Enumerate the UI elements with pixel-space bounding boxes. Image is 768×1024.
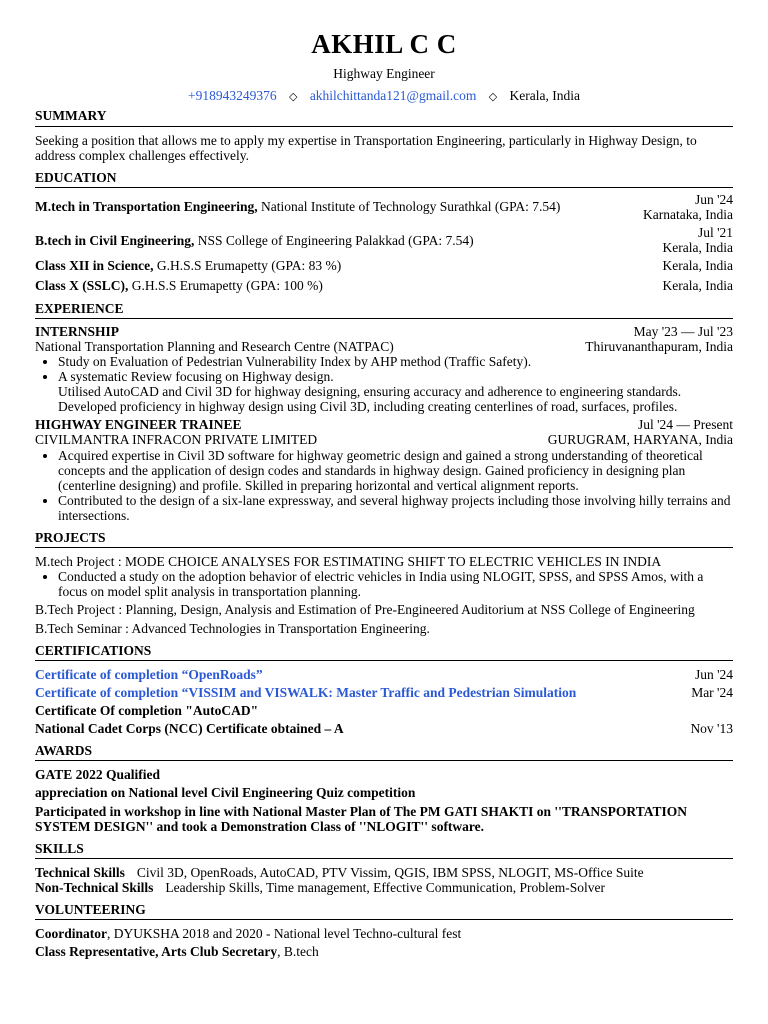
section-title: AWARDS bbox=[35, 743, 733, 761]
education-item bbox=[35, 258, 733, 273]
skill-label: Technical Skills bbox=[35, 864, 125, 880]
bullet-text: Developed proficiency in highway design using Civil 3D, including creating centerlines of road, surfaces, profiles. bbox=[58, 399, 678, 415]
section-title: EXPERIENCE bbox=[35, 301, 733, 319]
edu-place: Karnataka, India bbox=[643, 206, 733, 222]
certifications-section bbox=[35, 643, 733, 737]
certificate-item bbox=[35, 703, 733, 718]
candidate-name: AKHIL C C bbox=[311, 29, 457, 59]
certificate-date: Jun '24 bbox=[694, 666, 733, 682]
list-item: • Conducted a study on the adoption behavior of electric vehicles in India using NLOGIT, SPSS, and SPSS Amos, with a focus on model split analysis in transportation planning. bbox=[58, 569, 733, 599]
diamond-separator-icon: ◇ bbox=[488, 91, 498, 104]
section-title: SKILLS bbox=[35, 841, 733, 859]
list-item bbox=[58, 369, 733, 414]
technical-skills bbox=[35, 865, 733, 880]
section-title: PROJECTS bbox=[35, 530, 733, 548]
skill-list: Leadership Skills, Time management, Effective Communication, Problem-Solver bbox=[165, 880, 605, 896]
section-title: SUMMARY bbox=[35, 108, 733, 126]
job-place: GURUGRAM, HARYANA, India bbox=[547, 432, 733, 448]
job-dates: Jul '24 — Present bbox=[637, 417, 733, 433]
certificate-link[interactable]: Certificate of completion “VISSIM and VISWALK: Master Traffic and Pedestrian Simulation bbox=[35, 684, 577, 700]
contact-line bbox=[35, 88, 733, 103]
award-item: Participated in workshop in line with National Master Plan of The PM GATI SHAKTI on ''TRANSPORTATION SYSTEM DESIGN'' and took a Demonstration Class of ''NLOGIT'' software. bbox=[35, 803, 687, 834]
skill-label: Non-Technical Skills bbox=[35, 880, 154, 896]
school: G.H.S.S Erumapetty (GPA: 100 %) bbox=[128, 278, 323, 294]
degree: Class X (SSLC), bbox=[35, 278, 129, 294]
non-technical-skills bbox=[35, 880, 733, 895]
edu-date: Jul '21 bbox=[697, 225, 733, 241]
skill-list: Civil 3D, OpenRoads, AutoCAD, PTV Vissim, QGIS, IBM SPSS, NLOGIT, MS-Office Suite bbox=[136, 864, 644, 880]
volunteer-desc: , DYUKSHA 2018 and 2020 - National level Techno-cultural fest bbox=[107, 926, 462, 942]
project-seminar: B.Tech Seminar : Advanced Technologies in Transportation Engineering. bbox=[35, 620, 430, 636]
phone-link[interactable]: +918943249376 bbox=[187, 88, 277, 104]
section-title: CERTIFICATIONS bbox=[35, 643, 733, 661]
section-title: EDUCATION bbox=[35, 170, 733, 188]
volunteer-item bbox=[35, 944, 733, 959]
certificate-date: Mar '24 bbox=[691, 684, 733, 700]
job-org: CIVILMANTRA INFRACON PRIVATE LIMITED bbox=[35, 432, 318, 448]
projects-section bbox=[35, 530, 733, 636]
project-bullets bbox=[35, 569, 733, 599]
project-btech: B.Tech Project : Planning, Design, Analysis and Estimation of Pre-Engineered Auditorium at NSS College of Engineering bbox=[35, 602, 695, 618]
candidate-role: Highway Engineer bbox=[333, 66, 435, 81]
job-role: HIGHWAY ENGINEER TRAINEE bbox=[35, 417, 242, 433]
education-section bbox=[35, 170, 733, 294]
education-item bbox=[35, 225, 733, 255]
list-item: • Acquired expertise in Civil 3D software for highway geometric design and gained a strong understanding of theoretical concepts and the application of design codes and standards in highway design. Gained proficiency in designing plan (centerline designing) and profile. Skilled in preparing horizontal and vertical alignment reports. bbox=[58, 448, 733, 493]
section-title: VOLUNTEERING bbox=[35, 902, 733, 920]
school: National Institute of Technology Surathkal (GPA: 7.54) bbox=[257, 199, 561, 215]
degree: Class XII in Science, bbox=[35, 258, 154, 274]
job-org: National Transportation Planning and Research Centre (NATPAC) bbox=[35, 338, 394, 354]
certificate-text: Certificate Of completion "AutoCAD" bbox=[35, 703, 259, 719]
volunteer-item bbox=[35, 926, 733, 941]
resume-page bbox=[35, 0, 733, 959]
certificate-item bbox=[35, 721, 733, 736]
volunteering-section bbox=[35, 902, 733, 959]
bullet-text: Utilised AutoCAD and Civil 3D for highway designing, ensuring accuracy and adherence to engineering standards. bbox=[58, 384, 682, 400]
education-item bbox=[35, 192, 733, 222]
job-bullets bbox=[35, 354, 733, 414]
certificate-link[interactable]: Certificate of completion “OpenRoads” bbox=[35, 666, 263, 682]
education-item bbox=[35, 278, 733, 293]
certificate-date: Nov '13 bbox=[690, 721, 733, 737]
edu-place: Kerala, India bbox=[662, 278, 733, 294]
volunteer-role: Coordinator bbox=[35, 926, 107, 942]
experience-section bbox=[35, 301, 733, 524]
certificate-item bbox=[35, 667, 733, 682]
location-text: Kerala, India bbox=[509, 88, 581, 104]
project-mtech: M.tech Project : MODE CHOICE ANALYSES FOR ESTIMATING SHIFT TO ELECTRIC VEHICLES IN INDIA bbox=[35, 554, 662, 570]
job-bullets bbox=[35, 448, 733, 524]
list-item: • Study on Evaluation of Pedestrian Vulnerability Index by AHP method (Traffic Safety). bbox=[58, 354, 733, 369]
job-entry bbox=[35, 324, 733, 415]
awards-section bbox=[35, 743, 733, 834]
edu-place: Kerala, India bbox=[662, 258, 733, 274]
email-link[interactable]: akhilchittanda121@gmail.com bbox=[309, 88, 477, 104]
job-role: INTERNSHIP bbox=[35, 323, 120, 339]
skills-section bbox=[35, 841, 733, 895]
certificate-text: National Cadet Corps (NCC) Certificate obtained – A bbox=[35, 721, 344, 737]
degree: B.tech in Civil Engineering, bbox=[35, 232, 195, 248]
degree: M.tech in Transportation Engineering, bbox=[35, 199, 258, 215]
volunteer-role: Class Representative, Arts Club Secretary bbox=[35, 944, 278, 960]
summary-text: Seeking a position that allows me to apply my expertise in Transportation Engineering, particularly in Highway Design, to address complex challenges effectively. bbox=[35, 132, 697, 163]
job-entry bbox=[35, 417, 733, 523]
award-item: GATE 2022 Qualified bbox=[35, 767, 161, 783]
award-item: appreciation on National level Civil Engineering Quiz competition bbox=[35, 785, 416, 801]
volunteer-desc: , B.tech bbox=[277, 944, 319, 960]
school: NSS College of Engineering Palakkad (GPA: 7.54) bbox=[194, 232, 474, 248]
job-place: Thiruvananthapuram, India bbox=[585, 338, 733, 354]
job-dates: May '23 — Jul '23 bbox=[633, 323, 733, 339]
list-item: • Contributed to the design of a six-lane expressway, and several highway projects including those involving hilly terrains and intersections. bbox=[58, 493, 733, 523]
summary-section bbox=[35, 108, 733, 162]
bullet-text: A systematic Review focusing on Highway design. bbox=[58, 368, 334, 384]
school: G.H.S.S Erumapetty (GPA: 83 %) bbox=[153, 258, 342, 274]
certificate-item bbox=[35, 685, 733, 700]
edu-date: Jun '24 bbox=[694, 191, 733, 207]
diamond-separator-icon: ◇ bbox=[288, 91, 298, 104]
edu-place: Kerala, India bbox=[662, 240, 733, 256]
